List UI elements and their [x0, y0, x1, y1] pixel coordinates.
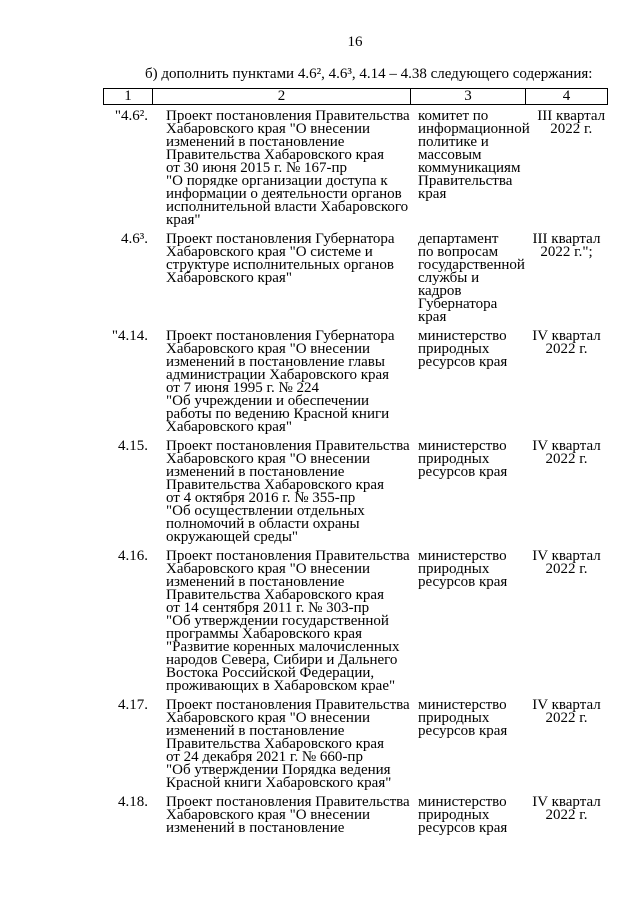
- project-cell: [152, 699, 410, 790]
- project-line: Проект постановления Правительства: [166, 548, 410, 564]
- responsible-cell: [410, 796, 525, 835]
- responsible-line: министерство: [418, 697, 507, 713]
- table-row: [103, 233, 608, 330]
- project-cell: [152, 440, 410, 544]
- responsible-line: министерство: [418, 548, 507, 564]
- responsible-line: службы и: [418, 270, 480, 286]
- responsible-line: по вопросам: [418, 244, 499, 260]
- responsible-line: ресурсов края: [418, 723, 508, 739]
- project-line: изменений в постановление: [166, 134, 345, 150]
- project-line: "Развитие коренных малочисленных: [166, 639, 400, 655]
- row-number-cell: "4.6².: [114, 108, 148, 124]
- table-row: [103, 796, 608, 841]
- responsible-line: Правительства: [418, 173, 513, 189]
- project-line: работы по ведению Красной книги: [166, 406, 390, 422]
- responsible-line: природных: [418, 561, 490, 577]
- project-line: "Об учреждении и обеспечении: [166, 393, 370, 409]
- deadline-line: IV квартал: [532, 328, 601, 344]
- project-cell: [152, 233, 410, 324]
- deadline-line: 2022 г.: [545, 710, 588, 726]
- project-line: Хабаровского края": [166, 419, 292, 435]
- responsible-line: политике и: [418, 134, 489, 150]
- responsible-cell: [410, 699, 525, 790]
- project-cell: [152, 330, 410, 434]
- deadline-cell: [525, 440, 608, 544]
- project-line: "О порядке организации доступа к: [166, 173, 388, 189]
- deadline-cell: [525, 330, 608, 434]
- project-cell: [152, 796, 410, 835]
- table-row: [103, 699, 608, 796]
- deadline-line: 2022 г.: [550, 121, 593, 137]
- row-number-cell: 4.17.: [118, 697, 148, 713]
- project-line: проживающих в Хабаровском крае": [166, 678, 396, 694]
- project-cell: [152, 110, 410, 227]
- project-line: от 30 июня 2015 г. № 167-пр: [166, 160, 348, 176]
- project-line: Хабаровского края "О внесении: [166, 807, 371, 823]
- table-header-cell-1: 1: [124, 88, 132, 104]
- deadline-line: IV квартал: [532, 697, 601, 713]
- project-line: от 7 июня 1995 г. № 224: [166, 380, 320, 396]
- responsible-line: департамент: [418, 231, 499, 247]
- deadline-line: IV квартал: [532, 438, 601, 454]
- deadline-line: III квартал: [537, 108, 606, 124]
- table-row: [103, 330, 608, 440]
- responsible-line: ресурсов края: [418, 820, 508, 836]
- responsible-line: ресурсов края: [418, 574, 508, 590]
- project-line: Правительства Хабаровского края: [166, 477, 384, 493]
- project-line: "Об утверждении государственной: [166, 613, 389, 629]
- project-cell: [152, 550, 410, 693]
- project-line: народов Севера, Сибири и Дальнего: [166, 652, 398, 668]
- responsible-line: Губернатора: [418, 296, 498, 312]
- project-line: полномочий в области охраны: [166, 516, 360, 532]
- project-line: края": [166, 212, 201, 228]
- responsible-line: информационной: [418, 121, 530, 137]
- responsible-line: массовым: [418, 147, 482, 163]
- project-line: Хабаровского края": [166, 270, 292, 286]
- project-line: изменений в постановление: [166, 464, 345, 480]
- project-line: изменений в постановление главы: [166, 354, 385, 370]
- project-line: от 4 октября 2016 г. № 355-пр: [166, 490, 356, 506]
- project-line: Хабаровского края "О внесении: [166, 121, 371, 137]
- responsible-cell: [410, 110, 530, 227]
- responsible-line: природных: [418, 710, 490, 726]
- responsible-cell: [410, 550, 525, 693]
- row-number-cell: 4.6³.: [121, 231, 148, 247]
- deadline-line: IV квартал: [532, 548, 601, 564]
- deadline-cell: [530, 110, 613, 227]
- responsible-line: кадров: [418, 283, 462, 299]
- responsible-line: государственной: [418, 257, 525, 273]
- responsible-line: природных: [418, 341, 490, 357]
- deadline-line: 2022 г.";: [540, 244, 593, 260]
- project-line: "Об осуществлении отдельных: [166, 503, 365, 519]
- responsible-line: министерство: [418, 438, 507, 454]
- intro-paragraph: б) дополнить пунктами 4.6², 4.6³, 4.14 – 4.38 следующего содержания:: [145, 66, 593, 82]
- responsible-line: природных: [418, 451, 490, 467]
- project-line: от 24 декабря 2021 г. № 660-пр: [166, 749, 363, 765]
- project-line: Проект постановления Правительства: [166, 794, 410, 810]
- table-row: [103, 110, 608, 233]
- project-line: Хабаровского края "О внесении: [166, 451, 371, 467]
- table-header: [103, 88, 608, 105]
- project-line: Проект постановления Правительства: [166, 697, 410, 713]
- deadline-cell: [525, 796, 608, 835]
- project-line: Правительства Хабаровского края: [166, 147, 384, 163]
- deadline-line: III квартал: [532, 231, 601, 247]
- project-line: Проект постановления Губернатора: [166, 328, 395, 344]
- project-line: Востока Российской Федерации,: [166, 665, 375, 681]
- project-line: Правительства Хабаровского края: [166, 587, 384, 603]
- project-line: информации о деятельности органов: [166, 186, 402, 202]
- responsible-line: министерство: [418, 794, 507, 810]
- project-line: Хабаровского края "О внесении: [166, 561, 371, 577]
- row-number-cell: 4.18.: [118, 794, 148, 810]
- responsible-line: природных: [418, 807, 490, 823]
- deadline-cell: [525, 550, 608, 693]
- project-line: "Об утверждении Порядка ведения: [166, 762, 391, 778]
- deadline-line: 2022 г.: [545, 561, 588, 577]
- responsible-line: коммуникациям: [418, 160, 521, 176]
- project-line: изменений в постановление: [166, 574, 345, 590]
- responsible-line: ресурсов края: [418, 464, 508, 480]
- project-line: Хабаровского края "О внесении: [166, 341, 371, 357]
- responsible-cell: [410, 330, 525, 434]
- project-line: Правительства Хабаровского края: [166, 736, 384, 752]
- project-line: от 14 сентября 2011 г. № 303-пр: [166, 600, 370, 616]
- row-number-cell: "4.14.: [111, 328, 148, 344]
- deadline-line: IV квартал: [532, 794, 601, 810]
- responsible-line: ресурсов края: [418, 354, 508, 370]
- responsible-line: комитет по: [418, 108, 489, 124]
- row-number-cell: 4.15.: [118, 438, 148, 454]
- project-line: изменений в постановление: [166, 820, 345, 836]
- table-row: [103, 440, 608, 550]
- page-number: 16: [347, 34, 363, 50]
- project-line: окружающей среды": [166, 529, 299, 545]
- responsible-cell: [410, 233, 525, 324]
- project-line: Проект постановления Губернатора: [166, 231, 395, 247]
- table-header-cell-4: 4: [525, 89, 607, 104]
- project-line: программы Хабаровского края: [166, 626, 362, 642]
- project-line: администрации Хабаровского края: [166, 367, 390, 383]
- project-line: исполнительной власти Хабаровского: [166, 199, 409, 215]
- table-body: [103, 110, 608, 841]
- deadline-line: 2022 г.: [545, 451, 588, 467]
- responsible-line: края: [418, 186, 447, 202]
- project-line: структуре исполнительных органов: [166, 257, 394, 273]
- deadline-cell: [525, 699, 608, 790]
- project-line: Хабаровского края "О системе и: [166, 244, 373, 260]
- project-line: Проект постановления Правительства: [166, 438, 410, 454]
- responsible-line: министерство: [418, 328, 507, 344]
- responsible-line: края: [418, 309, 447, 325]
- project-line: Проект постановления Правительства: [166, 108, 410, 124]
- table-header-cell-3: 3: [410, 89, 525, 104]
- table-row: [103, 550, 608, 699]
- table-header-cell-2: 2: [152, 89, 410, 104]
- responsible-cell: [410, 440, 525, 544]
- deadline-cell: [525, 233, 608, 324]
- deadline-line: 2022 г.: [545, 341, 588, 357]
- project-line: Красной книги Хабаровского края": [166, 775, 392, 791]
- deadline-line: 2022 г.: [545, 807, 588, 823]
- row-number-cell: 4.16.: [118, 548, 148, 564]
- project-line: изменений в постановление: [166, 723, 345, 739]
- project-line: Хабаровского края "О внесении: [166, 710, 371, 726]
